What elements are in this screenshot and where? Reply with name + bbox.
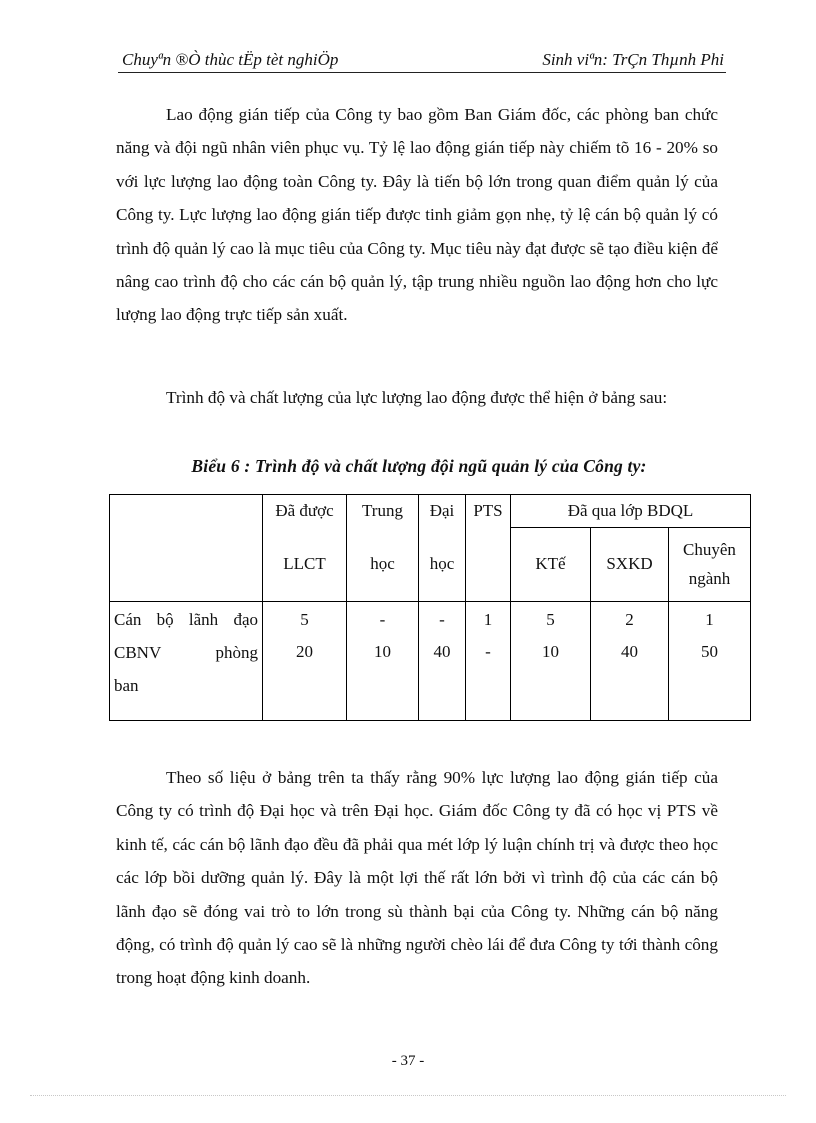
- header-author: Sinh viªn: TrÇn Thµnh Phi: [542, 50, 724, 69]
- qualification-table: [109, 494, 751, 721]
- table-cell: 50: [669, 630, 751, 721]
- table-cell: 5: [263, 602, 347, 631]
- paragraph-1: Lao động gián tiếp của Công ty bao gồm Ban Giám đốc, các phòng ban chức năng và đội ngũ nhân viên phục vụ. Tỷ lệ lao động gián tiếp này chiếm tõ 16 - 20% so với lực lượng lao động toàn Công ty. Đây là tiến bộ lớn trong quan điểm quản lý của Công ty. Lực lượng lao động gián tiếp được tinh giảm gọn nhẹ, tỷ lệ cán bộ quản lý có trình độ quản lý cao là mục tiêu của Công ty. Mục tiêu này đạt được sẽ tạo điều kiện để nâng cao trình độ cho các cán bộ quản lý, tập trung nhiều nguồn lao động hơn cho lực lượng lao động trực tiếp sản xuất.: [116, 105, 718, 325]
- header-cell: học: [347, 527, 419, 602]
- paragraph-2: Trình độ và chất lượng của lực lượng lao động được thể hiện ở bảng sau:: [166, 388, 668, 407]
- header-cell: học: [419, 527, 466, 602]
- header-cell: SXKD: [591, 527, 669, 602]
- table-cell: 1: [669, 602, 751, 631]
- table-cell: 20: [263, 630, 347, 721]
- table-cell: 2: [591, 602, 669, 631]
- table-caption: Biểu 6 : Trình độ và chất lượng đội ngũ quản lý của Công ty:: [191, 456, 647, 476]
- table-row: [110, 602, 751, 631]
- table-cell: -: [466, 630, 511, 721]
- header-cell: KTế: [511, 527, 591, 602]
- table-cell: 10: [347, 630, 419, 721]
- row-label: Cán bộ lãnh đạo: [114, 610, 258, 629]
- page-number: - 37 -: [391, 1053, 425, 1069]
- table-header-row-1: [110, 495, 751, 528]
- header-cell: PTS: [466, 495, 511, 528]
- header-cell: Đại: [419, 495, 466, 528]
- table-cell: 10: [511, 630, 591, 721]
- table-cell: 40: [591, 630, 669, 721]
- page-header: [118, 48, 726, 73]
- header-chuyen-line1: Chuyên: [683, 540, 736, 560]
- table-cell: -: [347, 602, 419, 631]
- table-cell: 40: [419, 630, 466, 721]
- header-cell: Đã được: [263, 495, 347, 528]
- header-cell-chuyen-nganh: [669, 527, 751, 602]
- header-title: Chuyªn ®Ò thùc tËp tèt nghiÖp: [122, 50, 339, 69]
- row-label: CBNV phòng: [114, 643, 258, 662]
- row-label-cont: ban: [114, 676, 139, 695]
- table-cell: 1: [466, 602, 511, 631]
- table-row: [110, 630, 751, 721]
- table-corner-cell: [110, 495, 263, 602]
- footer-divider: [30, 1095, 786, 1096]
- header-chuyen-line2: ngành: [688, 569, 731, 589]
- header-cell-empty: [466, 527, 511, 602]
- table-cell: 5: [511, 602, 591, 631]
- paragraph-3: Theo số liệu ở bảng trên ta thấy rằng 90% lực lượng lao động gián tiếp của Công ty có trình độ Đại học và trên Đại học. Giám đốc Công ty đã có học vị PTS về kinh tế, các cán bộ lãnh đạo đều đã phải qua mét lớp lý luận chính trị và được theo học các lớp bồi dưỡng quản lý. Đây là một lợi thế rất lớn bởi vì trình độ của các cán bộ lãnh đạo sẽ đóng vai trò to lớn trong sù thành bại của Công ty. Những cán bộ năng động, có trình độ quản lý cao sẽ là những người chèo lái để đưa Công ty tới thành công trong hoạt động kinh doanh.: [116, 768, 718, 988]
- table-cell: -: [419, 602, 466, 631]
- header-cell: Trung: [347, 495, 419, 528]
- header-cell: LLCT: [263, 527, 347, 602]
- header-cell-bdql: Đã qua lớp BDQL: [511, 495, 751, 528]
